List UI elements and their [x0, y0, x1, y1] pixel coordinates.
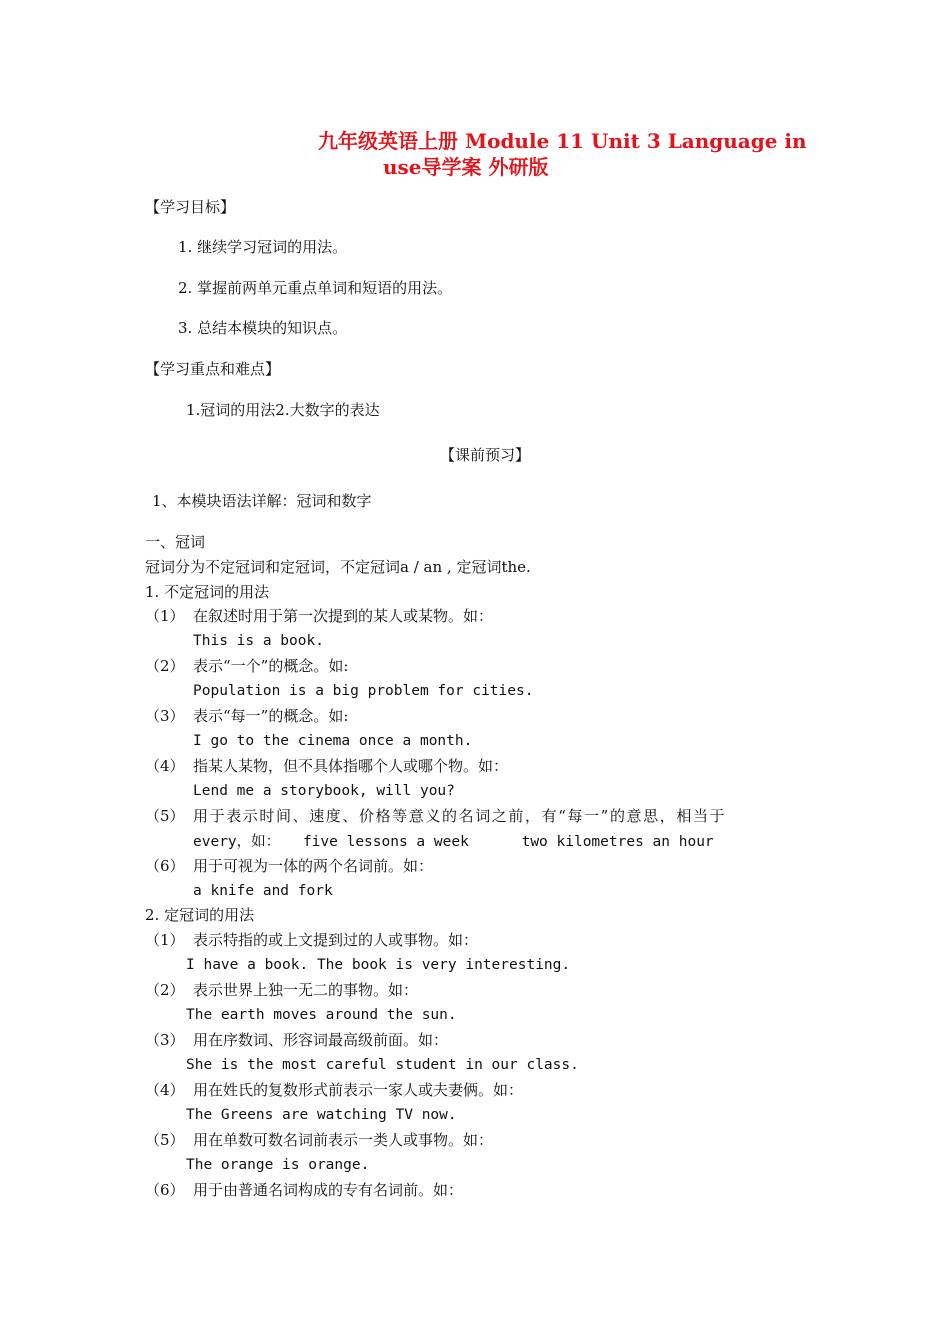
rule-text: 用于可视为一体的两个名词前。如： [193, 857, 434, 875]
rule-text: 用在姓氏的复数形式前表示一家人或夫妻俩。如： [193, 1081, 524, 1099]
rule-text: 表示世界上独一无二的事物。如： [193, 981, 419, 999]
def-example-4: The Greens are watching TV now. [186, 1107, 457, 1123]
rule-text: 用在序数词、形容词最高级前面。如： [193, 1031, 449, 1049]
def-rule-4 [145, 1080, 523, 1100]
def-example-2: The earth moves around the sun. [186, 1007, 457, 1023]
rule-text: 指某人某物，但不具体指哪个人或哪个物。如： [193, 757, 509, 775]
indef-rule-1 [145, 606, 493, 626]
rule-text: 在叙述时用于第一次提到的某人或某物。如： [193, 607, 494, 625]
rule-number: （5） [145, 1131, 185, 1149]
rule-number: （1） [145, 931, 185, 949]
example-phrase: two kilometres an hour [521, 834, 714, 850]
indef-rule-2 [145, 656, 348, 676]
rule-text: 表示“每一”的概念。如: [193, 707, 349, 725]
objective-1: 1. 继续学习冠词的用法。 [178, 238, 348, 256]
indef-example-1: This is a book. [193, 633, 324, 649]
def-example-3: She is the most careful student in our class. [186, 1057, 579, 1073]
rule-text: 表示特指的或上文提到过的人或事物。如： [193, 931, 479, 949]
def-rule-6 [145, 1180, 463, 1200]
indefinite-heading: 1. 不定冠词的用法 [145, 583, 270, 601]
indef-rule-6 [145, 856, 433, 876]
rule-text: 表示“一个”的概念。如: [193, 657, 349, 675]
objectives-heading: 【学习目标】 [145, 198, 236, 216]
indef-example-5 [193, 831, 714, 852]
indef-rule-5 [145, 806, 726, 826]
rule-number: （3） [145, 1031, 185, 1049]
rule-number: （1） [145, 607, 185, 625]
rule-number: （2） [145, 657, 185, 675]
keypoints-heading: 【学习重点和难点】 [145, 360, 281, 378]
def-example-5: The orange is orange. [186, 1157, 370, 1173]
rule-text: 用于表示时间、速度、价格等意义的名词之前，有“每一”的意思，相当于 [193, 807, 727, 825]
section-articles-heading: 一、冠词 [145, 533, 206, 551]
def-rule-5 [145, 1130, 493, 1150]
def-rule-3 [145, 1030, 448, 1050]
rule-number: （5） [145, 807, 185, 825]
doc-title-line1: 九年级英语上册 Module 11 Unit 3 Language in [318, 129, 807, 153]
rule-text: 用于由普通名词构成的专有名词前。如： [193, 1181, 464, 1199]
rule-text: 用在单数可数名词前表示一类人或事物。如： [193, 1131, 494, 1149]
indef-rule-3 [145, 706, 348, 726]
doc-title-line2: use导学案 外研版 [383, 155, 549, 179]
indef-rule-4 [145, 756, 508, 776]
preview-heading: 【课前预习】 [440, 446, 531, 464]
preview-intro: 1、本模块语法详解：冠词和数字 [152, 492, 372, 510]
objective-2: 2. 掌握前两单元重点单词和短语的用法。 [178, 279, 453, 297]
rule-number: （6） [145, 857, 185, 875]
def-rule-2 [145, 980, 418, 1000]
indef-example-3: I go to the cinema once a month. [193, 733, 473, 749]
def-rule-1 [145, 930, 478, 950]
example-prefix: every，如： [193, 834, 281, 850]
example-phrase: five lessons a week [302, 834, 469, 850]
rule-number: （2） [145, 981, 185, 999]
objective-3: 3. 总结本模块的知识点。 [178, 319, 348, 337]
rule-number: （6） [145, 1181, 185, 1199]
rule-number: （4） [145, 1081, 185, 1099]
indef-example-4: Lend me a storybook, will you? [193, 783, 455, 799]
rule-number: （3） [145, 707, 185, 725]
indef-example-2: Population is a big problem for cities. [193, 683, 534, 699]
keypoints-text: 1.冠词的用法2.大数字的表达 [186, 401, 380, 419]
indef-example-6: a knife and fork [193, 883, 333, 899]
articles-intro: 冠词分为不定冠词和定冠词，不定冠词a / an , 定冠词the. [145, 558, 531, 576]
definite-heading: 2. 定冠词的用法 [145, 906, 255, 924]
def-example-1: I have a book. The book is very interesting. [186, 957, 571, 973]
rule-number: （4） [145, 757, 185, 775]
